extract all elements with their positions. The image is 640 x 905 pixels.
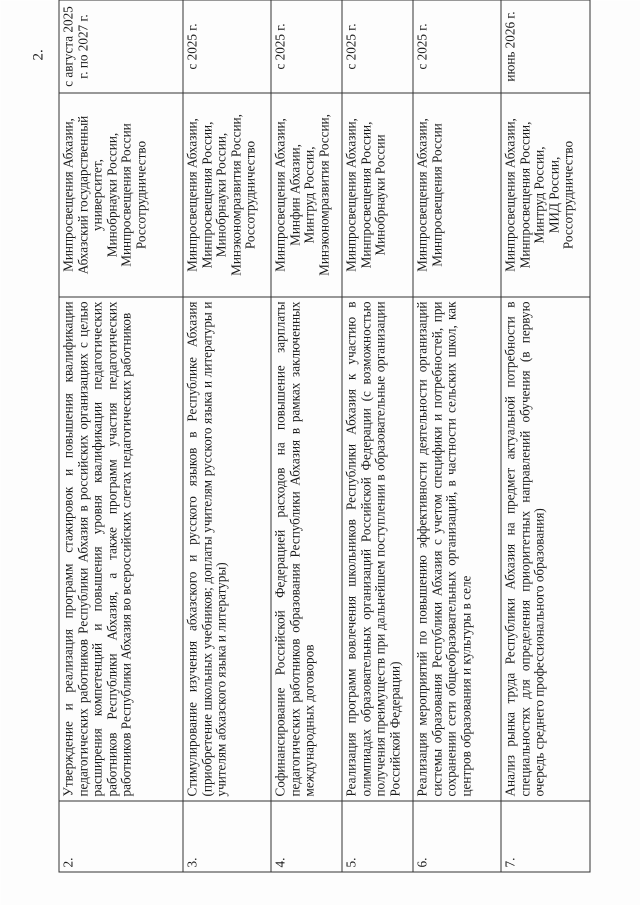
table-row (183, 0, 271, 872)
organization: Минпросвещения Абхазии, (184, 117, 199, 272)
organization: Минэкономразвития России, (315, 113, 331, 276)
measure-description: Анализ рынка труда Республики Абхазия на предмет актуальной потребности в специальностях для определения приоритетных направлений обучения (в первую очередь среднего профессионального образования) (501, 297, 590, 801)
organization: Минпросвещения России, (198, 121, 214, 268)
action-plan-table (58, 0, 590, 872)
organization: Минпросвещения России, (357, 121, 373, 268)
organization: Минобрнауки России, (213, 132, 229, 257)
responsible-organizations (59, 93, 183, 297)
row-number: 5. (342, 801, 413, 872)
table-row (413, 0, 501, 872)
row-number: 3. (183, 801, 271, 872)
table-row (59, 0, 183, 872)
organization: Россотрудничество (560, 140, 576, 249)
organization: Минтруд России, (531, 146, 547, 243)
organization: МИД России, (545, 156, 561, 233)
page-number: 2. (30, 48, 46, 60)
responsible-organizations (183, 93, 271, 297)
measure-description: Софинансирование Российской Федерацией расходов на повышение зарплаты педагогических работников образования Республики Абхазия в рамках заключенных международных договоров (271, 297, 342, 801)
responsible-organizations (413, 93, 501, 297)
organization: Минэкономразвития России, (227, 113, 243, 276)
responsible-organizations (271, 93, 342, 297)
table-row (501, 0, 590, 872)
organization: Минпросвещения Абхазии, (60, 117, 75, 272)
responsible-organizations (501, 93, 590, 297)
deadline: с 2025 г. (183, 0, 271, 93)
responsible-organizations (342, 93, 413, 297)
organization: Минпросвещения России (118, 122, 134, 267)
organization: университет, (89, 158, 105, 231)
deadline: с 2025 г. (342, 0, 413, 93)
table-row (342, 0, 413, 872)
row-number: 2. (59, 801, 183, 872)
measure-description: Реализация программ вовлечения школьников Республики Абхазия к участию в олимпиадах образовательных организаций Российской Федерации (с возможностью получения преимуществ при дальнейшем поступлении в образовательные организации Российской Федерации) (342, 297, 413, 801)
organization: Минпросвещения Абхазии, (414, 117, 429, 272)
table-row (271, 0, 342, 872)
deadline: с 2025 г. (413, 0, 501, 93)
measure-description: Реализация мероприятий по повышению эффективности деятельности организаций системы образования Республики Абхазия с учетом специфики и потребностей, при сохранении сети общеобразовательных организаций, в частности сельских школ, как центров образования и культуры в селе (413, 297, 501, 801)
organization: Минфин Абхазии, (286, 143, 302, 246)
organization: Минпросвещения России, (516, 121, 532, 268)
deadline: июнь 2026 г. (501, 0, 590, 93)
organization: Россотрудничество (242, 140, 258, 249)
organization: Минобрнауки России (372, 133, 388, 256)
row-number: 7. (501, 801, 590, 872)
organization: Абхазский государственный (74, 115, 90, 274)
organization: Минпросвещения Абхазии, (343, 117, 358, 272)
deadline: с 2025 г. (271, 0, 342, 93)
deadline: с августа 2025 г. по 2027 г. (59, 0, 183, 93)
measure-description: Стимулирование изучения абхазского и русского языков в Республике Абхазия (приобретение школьных учебников; доплаты учителям русского языка и литературы и учителям абхазского языка и литературы) (183, 297, 271, 801)
measure-description: Утверждение и реализация программ стажировок и повышения квалификации педагогических работников Республики Абхазия в российских организациях с целью расширения компетенций и повышения уровня квалификации педагогических работников Республики Абхазия, а также программ участия педагогических работников Республики Абхазия во всероссийских слетах педагогических работников (59, 297, 183, 801)
organization: Минобрнауки России, (103, 132, 119, 257)
organization: Минпросвещения России (428, 122, 444, 267)
organization: Россотрудничество (132, 140, 148, 249)
organization: Минпросвещения Абхазии, (502, 117, 517, 272)
organization: Минтруд России, (301, 146, 317, 243)
row-number: 6. (413, 801, 501, 872)
row-number: 4. (271, 801, 342, 872)
organization: Минпросвещения Абхазии, (272, 117, 287, 272)
